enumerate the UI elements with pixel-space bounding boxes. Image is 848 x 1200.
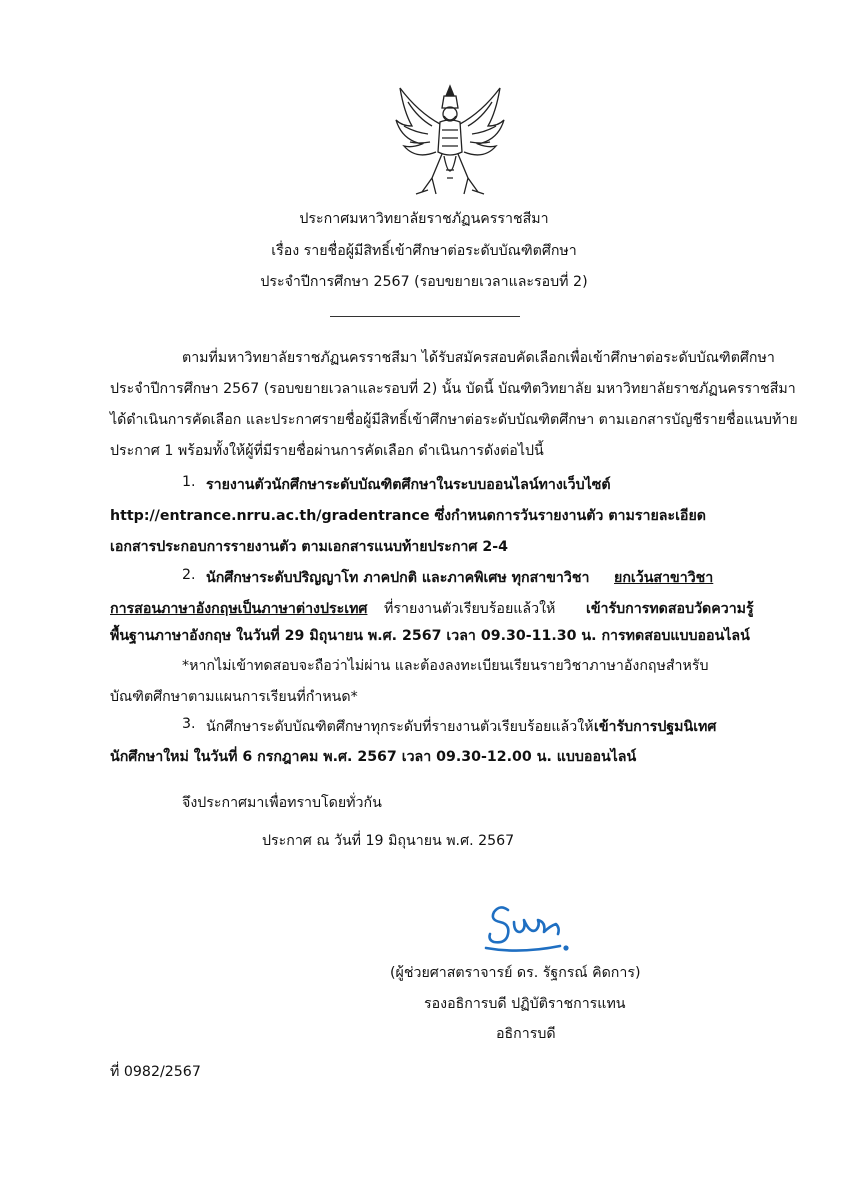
item-3-orientation-label: เข้ารับการปฐมนิเทศ xyxy=(594,719,717,735)
intro-line-3: ได้ดำเนินการคัดเลือก และประกาศรายชื่อผู้มีสิทธิ์เข้าศึกษาต่อระดับบัณฑิตศึกษา ตามเอกสารบัญชีรายชื่อแนบท้าย xyxy=(110,412,798,428)
item-2-line-2-text: ที่รายงานตัวเรียบร้อยแล้วให้ xyxy=(384,601,556,617)
item-2-line-3: พื้นฐานภาษาอังกฤษ ในวันที่ 29 มิถุนายน พ.ศ. 2567 เวลา 09.30-11.30 น. การทดสอบแบบออนไลน์ xyxy=(110,628,750,644)
item-3-number: 3. xyxy=(182,716,196,732)
signatory-position: รองอธิการบดี ปฏิบัติราชการแทน xyxy=(424,996,626,1012)
header-divider xyxy=(330,316,520,317)
signatory-name: (ผู้ช่วยศาสตราจารย์ ดร. รัฐกรณ์ คิดการ) xyxy=(390,965,641,981)
item-2-exception-program: การสอนภาษาอังกฤษเป็นภาษาต่างประเทศ xyxy=(110,601,368,617)
item-2-line-1: นักศึกษาระดับปริญญาโท ภาคปกติ และภาคพิเศษ ทุกสาขาวิชา xyxy=(206,570,590,586)
item-2-note-line-1: *หากไม่เข้าทดสอบจะถือว่าไม่ผ่าน และต้องลงทะเบียนเรียนรายวิชาภาษาอังกฤษสำหรับ xyxy=(182,658,709,674)
item-1-line-2: http://entrance.nrru.ac.th/gradentrance ซึ่งกำหนดการวันรายงานตัว ตามรายละเอียด xyxy=(110,508,706,524)
intro-line-2: ประจำปีการศึกษา 2567 (รอบขยายเวลาและรอบที่ 2) นั้น บัดนี้ บัณฑิตวิทยาลัย มหาวิทยาลัยราชภัฏนครราชสีมา xyxy=(110,381,796,397)
garuda-emblem-icon xyxy=(392,82,508,200)
intro-line-4: ประกาศ 1 พร้อมทั้งให้ผู้ที่มีรายชื่อผ่านการคัดเลือก ดำเนินการดังต่อไปนี้ xyxy=(110,443,544,459)
announcement-subject: เรื่อง รายชื่อผู้มีสิทธิ์เข้าศึกษาต่อระดับบัณฑิตศึกษา xyxy=(271,243,577,259)
item-2-number: 2. xyxy=(182,567,196,583)
announcement-academic-year: ประจำปีการศึกษา 2567 (รอบขยายเวลาและรอบที่ 2) xyxy=(260,274,588,290)
announcement-date: ประกาศ ณ วันที่ 19 มิถุนายน พ.ศ. 2567 xyxy=(262,833,515,849)
item-1-line-3: เอกสารประกอบการรายงานตัว ตามเอกสารแนบท้ายประกาศ 2-4 xyxy=(110,539,508,555)
item-1-line-1: รายงานตัวนักศึกษาระดับบัณฑิตศึกษาในระบบออนไลน์ทางเว็บไซต์ xyxy=(206,477,611,493)
item-2-exception-label: ยกเว้นสาขาวิชา xyxy=(614,570,714,586)
item-2-test-label: เข้ารับการทดสอบวัดความรู้ xyxy=(586,601,754,617)
announcement-issuer: ประกาศมหาวิทยาลัยราชภัฏนครราชสีมา xyxy=(299,211,549,227)
item-2-note-line-2: บัณฑิตศึกษาตามแผนการเรียนที่กำหนด* xyxy=(110,689,358,705)
handwritten-signature xyxy=(480,900,580,960)
signatory-title: อธิการบดี xyxy=(496,1026,556,1042)
item-3-line-1: นักศึกษาระดับบัณฑิตศึกษาทุกระดับที่รายงานตัวเรียบร้อยแล้วให้ xyxy=(206,719,594,735)
item-1-number: 1. xyxy=(182,474,196,490)
reference-number: ที่ 0982/2567 xyxy=(110,1064,201,1080)
item-3-line-2: นักศึกษาใหม่ ในวันที่ 6 กรกฎาคม พ.ศ. 2567 เวลา 09.30-12.00 น. แบบออนไลน์ xyxy=(110,749,637,765)
intro-line-1: ตามที่มหาวิทยาลัยราชภัฏนครราชสีมา ได้รับสมัครสอบคัดเลือกเพื่อเข้าศึกษาต่อระดับบัณฑิตศึกษา xyxy=(182,350,775,366)
closing-statement: จึงประกาศมาเพื่อทราบโดยทั่วกัน xyxy=(182,795,382,811)
